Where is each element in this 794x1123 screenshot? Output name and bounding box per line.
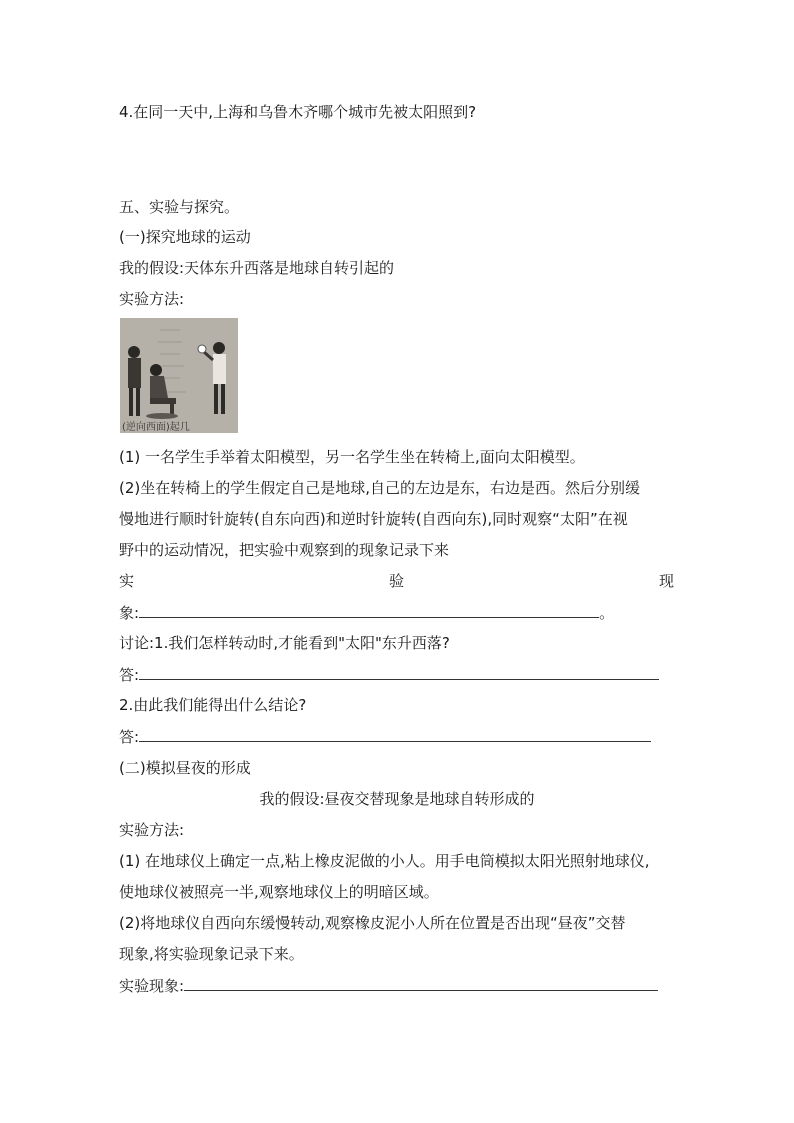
phenomenon-char-2: 验 <box>388 572 404 590</box>
part-2-phenomenon-label: 实验现象: <box>119 977 185 995</box>
part-1-method-label: 实验方法: <box>119 290 185 308</box>
phenomenon-tail: 象: <box>119 604 140 622</box>
answer-blank-2[interactable] <box>139 725 651 742</box>
part-2-step-1-line-1: (1) 在地球仪上确定一点,粘上橡皮泥做的小人。用手电筒模拟太阳光照射地球仪, <box>119 852 650 870</box>
part-1-step-2-line-2: 慢地进行顺时针旋转(自东向西)和逆时针旋转(自西向东),同时观察“太阳”在视 <box>119 510 628 528</box>
part-2-step-2-line-2: 现象,将实验现象记录下来。 <box>119 945 304 963</box>
answer-row-2 <box>119 725 651 748</box>
experiment-photo <box>120 318 238 433</box>
part-2-step-2-line-1: (2)将地球仪自西向东缓慢转动,观察橡皮泥小人所在位置是否出现“昼夜”交替 <box>119 914 626 932</box>
part-1-step-2-line-3: 野中的运动情况，把实验中观察到的现象记录下来 <box>119 541 450 559</box>
photo-caption: (逆向西面)起几 <box>122 422 190 433</box>
phenomenon-char-1: 实 <box>119 572 135 590</box>
discussion-1: 讨论:1.我们怎样转动时,才能看到"太阳"东升西落? <box>119 634 450 652</box>
phenomenon-answer-row <box>119 601 614 624</box>
answer-blank-1[interactable] <box>139 663 659 680</box>
part-2-method-label: 实验方法: <box>119 821 185 839</box>
answer-label-1: 答: <box>119 666 140 684</box>
phenomenon-answer-blank[interactable] <box>139 601 599 618</box>
discussion-2: 2.由此我们能得出什么结论? <box>119 696 307 714</box>
question-4: 4.在同一天中,上海和乌鲁木齐哪个城市先被太阳照到? <box>119 103 477 121</box>
part-1-title: (一)探究地球的运动 <box>119 228 251 246</box>
students-illustration <box>120 318 238 433</box>
answer-label-2: 答: <box>119 728 140 746</box>
part-2-title: (二)模拟昼夜的形成 <box>119 759 251 777</box>
part-1-step-1: (1) 一名学生手举着太阳模型，另一名学生坐在转椅上,面向太阳模型。 <box>119 448 585 466</box>
phenomenon-label-row <box>119 570 674 592</box>
answer-row-1 <box>119 663 659 686</box>
phenomenon-char-3: 现 <box>658 572 674 590</box>
part-2-hypothesis: 我的假设:昼夜交替现象是地球自转形成的 <box>259 790 535 808</box>
part-1-step-2-line-1: (2)坐在转椅上的学生假定自己是地球,自己的左边是东，右边是西。然后分别缓 <box>119 479 641 497</box>
part-1-hypothesis: 我的假设:天体东升西落是地球自转引起的 <box>119 259 395 277</box>
part-2-step-1-line-2: 使地球仪被照亮一半,观察地球仪上的明暗区域。 <box>119 883 439 901</box>
section-5-title: 五、实验与探究。 <box>119 198 240 216</box>
phenomenon-end: 。 <box>599 604 615 622</box>
part-2-phenomenon-blank[interactable] <box>184 974 658 991</box>
part-2-phenomenon-row <box>119 974 658 997</box>
